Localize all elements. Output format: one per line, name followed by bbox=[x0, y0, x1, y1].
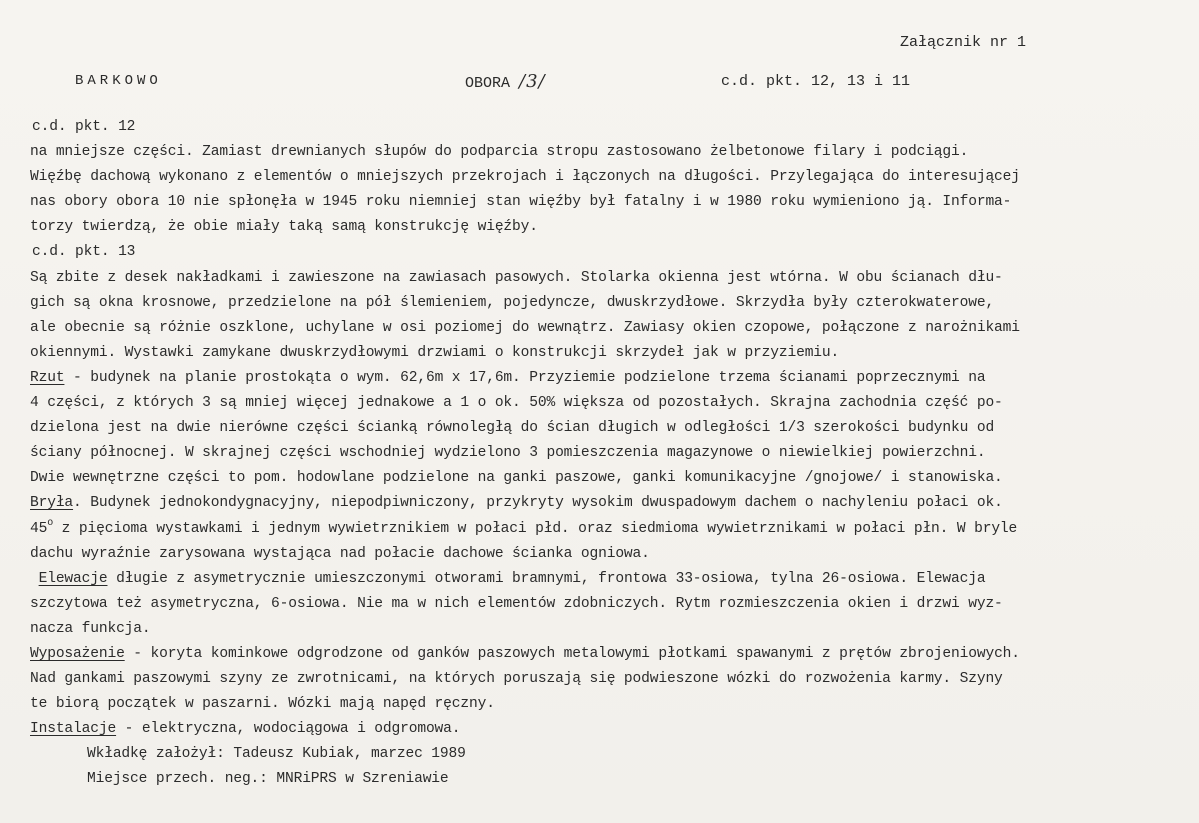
bryla-line bbox=[30, 517, 1190, 542]
author-line: Wkładkę założył: Tadeusz Kubiak, marzec 1989 bbox=[87, 746, 466, 763]
rzut-label: Rzut bbox=[30, 369, 65, 386]
section-13-line: okiennymi. Wystawki zamykane dwuskrzydłowymi drzwiami o konstrukcji skrzydeł jak w przyziemiu. bbox=[30, 344, 840, 361]
section-12-line: nas obory obora 10 nie spłonęła w 1945 roku niemniej stan więźby był fatalny i w 1980 roku wymieniono ją. Informa- bbox=[30, 194, 1012, 211]
wyposazenie-line: Nad gankami paszowymi szyny ze zwrotnicami, na których poruszają się podwieszone wózki do rozwożenia karmy. Szyny bbox=[30, 671, 1003, 688]
negatives-location-line: Miejsce przech. neg.: MNRiPRS w Szreniawie bbox=[87, 771, 449, 788]
bryla-line bbox=[30, 491, 1190, 516]
place-name: BARKOWO bbox=[75, 73, 162, 89]
wyposazenie-line: te biorą początek w paszarni. Wózki mają napęd ręczny. bbox=[30, 696, 495, 713]
rzut-text: - budynek na planie prostokąta o wym. 62,6m x 17,6m. Przyziemie podzielone trzema ścianami poprzecznymi na bbox=[64, 369, 986, 386]
section-12-line: na mniejsze części. Zamiast drewnianych słupów do podparcia stropu zastosowano żelbetonowe filary i podciągi. bbox=[30, 144, 969, 161]
wyposazenie-line bbox=[30, 642, 1190, 667]
elewacje-line: nacza funkcja. bbox=[30, 620, 151, 637]
section-12-line: torzy twierdzą, że obie miały taką samą konstrukcję więźby. bbox=[30, 219, 538, 236]
bryla-text: z pięcioma wystawkami i jednym wywietrznikiem w połaci płd. oraz siedmioma wywietrznikami w połaci płn. W bryle bbox=[53, 520, 1018, 537]
section-12-heading: c.d. pkt. 12 bbox=[32, 119, 136, 135]
elewacje-text: długie z asymetrycznie umieszczonymi otworami bramnymi, frontowa 33-osiowa, tylna 26-osiowa. Elewacja bbox=[107, 570, 986, 587]
object-handwritten-number: /3/ bbox=[519, 71, 546, 92]
wyposazenie-label: Wyposażenie bbox=[30, 645, 125, 662]
rzut-line: dzielona jest na dwie nierówne części ścianką równoległą do ścian długich w odległości 1/3 szerokości budynku od bbox=[30, 420, 995, 437]
annex-label: Załącznik nr 1 bbox=[900, 34, 1027, 51]
section-12-line: Więźbę dachową wykonano z elementów o mniejszych przekrojach i łączonych na długości. Przylegająca do interesującej bbox=[30, 169, 1020, 186]
wyposazenie-text: - koryta kominkowe odgrodzone od ganków paszowych metalowymi płotkami spawanymi z prętów zbrojeniowych. bbox=[124, 645, 1020, 662]
section-13-line: gich są okna krosnowe, przedzielone na pół ślemieniem, pojedyncze, dwuskrzydłowe. Skrzydła były czterokwaterowe, bbox=[30, 294, 995, 311]
bryla-line: dachu wyraźnie zarysowana wystająca nad połacie dachowe ścianka ogniowa. bbox=[30, 545, 650, 562]
bryla-label: Bryła bbox=[30, 495, 74, 512]
rzut-line: Dwie wewnętrzne części to pom. hodowlane podzielone na ganki paszowe, ganki komunikacyjne /gnojowe/ i stanowiska. bbox=[30, 470, 1003, 487]
object-prefix: OBORA bbox=[465, 75, 511, 92]
document-body bbox=[30, 115, 1190, 793]
instalacje-text: - elektryczna, wodociągowa i odgromowa. bbox=[116, 721, 461, 738]
elewacje-line bbox=[30, 567, 1190, 592]
roof-angle-value: 45 bbox=[30, 520, 48, 537]
rzut-line: 4 części, z których 3 są mniej więcej jednakowe a 1 o ok. 50% większa od pozostałych. Skrajna zachodnia część po- bbox=[30, 395, 1003, 412]
object-name bbox=[465, 71, 546, 92]
continuation-header: c.d. pkt. 12, 13 i 11 bbox=[721, 73, 911, 90]
faint-stamp-mark bbox=[898, 8, 1028, 22]
elewacje-label: Elewacje bbox=[38, 570, 108, 587]
section-13-line: Są zbite z desek nakładkami i zawieszone na zawiasach pasowych. Stolarka okienna jest wtórna. W obu ścianach dłu- bbox=[30, 269, 1003, 286]
rzut-line: ściany północnej. W skrajnej części wschodniej wydzielono 3 pomieszczenia magazynowe o niewielkiej powierzchni. bbox=[30, 445, 986, 462]
instalacje-line bbox=[30, 717, 1190, 742]
degree-sign: o bbox=[47, 517, 54, 529]
elewacje-line: szczytowa też asymetryczna, 6-osiowa. Nie ma w nich elementów zdobniczych. Rytm rozmieszczenia okien i drzwi wyz- bbox=[30, 595, 1003, 612]
bryla-text: . Budynek jednokondygnacyjny, niepodpiwniczony, przykryty wysokim dwuspadowym dachem o nachyleniu połaci ok. bbox=[73, 495, 1003, 512]
section-13-heading: c.d. pkt. 13 bbox=[32, 244, 136, 261]
section-13-line: ale obecnie są różnie oszklone, uchylane w osi poziomej do wewnątrz. Zawiasy okien czopowe, połączone z narożnikami bbox=[30, 319, 1020, 336]
rzut-line bbox=[30, 366, 1190, 391]
instalacje-label: Instalacje bbox=[30, 721, 117, 738]
